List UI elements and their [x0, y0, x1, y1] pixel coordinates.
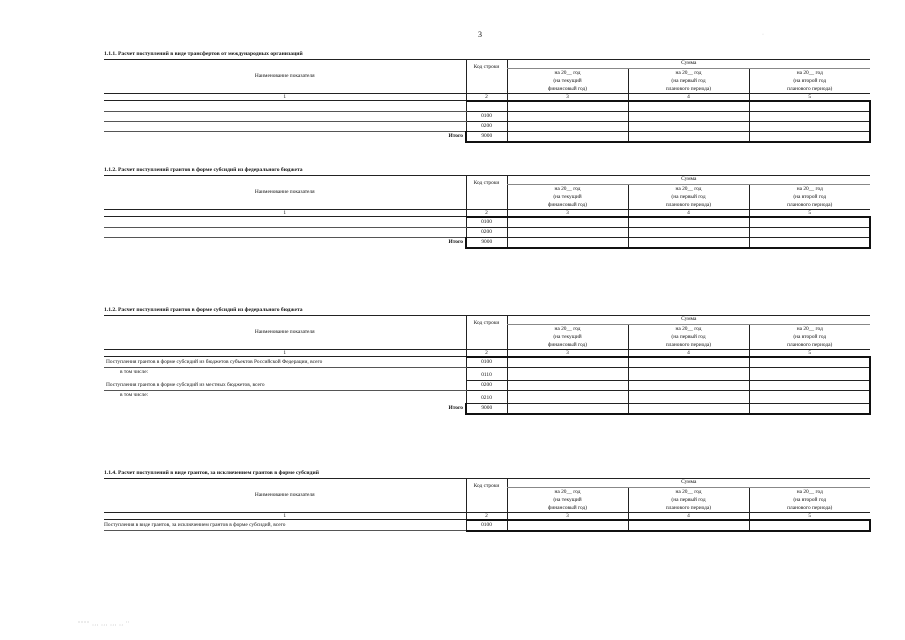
- sum-cell[interactable]: [628, 227, 749, 237]
- sum-cell[interactable]: [628, 390, 749, 403]
- table-row: Поступления в виде грантов, за исключением грантов в форме субсидий, всего 0100: [104, 520, 870, 531]
- header-col-current: на 20__ год (на текущий финансовый год): [507, 184, 628, 209]
- section-federal-grants: [104, 165, 870, 249]
- header-code: Код строки: [466, 60, 507, 94]
- header-sum: Сумма: [507, 60, 870, 69]
- section-regional-grants: [104, 305, 870, 415]
- sum-cell[interactable]: [749, 380, 870, 390]
- header-col-second-plan: на 20__ год (на второй год планового периода): [749, 68, 870, 93]
- sum-cell[interactable]: [749, 520, 870, 531]
- total-cell[interactable]: [507, 237, 628, 248]
- sum-cell[interactable]: [507, 121, 628, 131]
- header-col-second-plan: на 20__ год (на второй год планового периода): [749, 487, 870, 512]
- section-title: 1.1.2. Расчет поступлений грантов в форме субсидий из федерального бюджета: [104, 307, 303, 313]
- column-numbers-row: 1 2 3 4 5: [104, 349, 870, 357]
- sum-cell[interactable]: [628, 101, 749, 112]
- header-col-second-plan: на 20__ год (на второй год планового периода): [749, 184, 870, 209]
- total-row: [104, 131, 870, 142]
- total-cell[interactable]: [628, 237, 749, 248]
- total-code: 9000: [466, 403, 507, 414]
- total-cell[interactable]: [749, 131, 870, 142]
- sum-cell[interactable]: [628, 217, 749, 228]
- table-row: [104, 101, 870, 112]
- sum-cell[interactable]: [628, 357, 749, 368]
- header-code: Код строки: [466, 316, 507, 350]
- header-name: Наименование показателя: [104, 479, 466, 513]
- table-row: в том числе: 0110: [104, 367, 870, 380]
- section-other-grants: [104, 468, 870, 532]
- header-col-first-plan: на 20__ год (на первый год планового периода): [628, 68, 749, 93]
- table-row: в том числе: 0210: [104, 390, 870, 403]
- total-code: 9000: [466, 237, 507, 248]
- header-col-current: на 20__ год (на текущий финансовый год): [507, 487, 628, 512]
- sum-cell[interactable]: [749, 390, 870, 403]
- column-numbers-row: 1 2 3 4 5: [104, 512, 870, 520]
- header-code: Код строки: [466, 479, 507, 513]
- total-cell[interactable]: [749, 237, 870, 248]
- header-name: Наименование показателя: [104, 316, 466, 350]
- header-name: Наименование показателя: [104, 176, 466, 210]
- footer-marks: """" ,,, ,,, ,,, ,, '': [78, 622, 130, 627]
- total-cell[interactable]: [628, 131, 749, 142]
- sum-cell[interactable]: [507, 217, 628, 228]
- sum-cell[interactable]: [749, 367, 870, 380]
- sum-cell[interactable]: [749, 227, 870, 237]
- total-label: Итого: [448, 239, 463, 246]
- header-col-second-plan: на 20__ год (на второй год планового периода): [749, 324, 870, 349]
- total-cell[interactable]: [628, 403, 749, 414]
- section-title: 1.1.4. Расчет поступлений в виде грантов, за исключением грантов в форме субсидий: [104, 470, 319, 476]
- total-cell[interactable]: [749, 403, 870, 414]
- table-row: 0200: [104, 121, 870, 131]
- header-sum: Сумма: [507, 316, 870, 325]
- header-col-first-plan: на 20__ год (на первый год планового периода): [628, 184, 749, 209]
- total-cell[interactable]: [507, 403, 628, 414]
- table-row: 0200: [104, 227, 870, 237]
- corner-mark: ·: [762, 32, 764, 38]
- total-code: 9000: [466, 131, 507, 142]
- sum-cell[interactable]: [628, 380, 749, 390]
- other-grants-table: [104, 478, 871, 532]
- sum-cell[interactable]: [749, 357, 870, 368]
- section-title: 1.1.2. Расчет поступлений грантов в форме субсидий из федерального бюджета: [104, 167, 303, 173]
- header-col-first-plan: на 20__ год (на первый год планового периода): [628, 487, 749, 512]
- sum-cell[interactable]: [628, 367, 749, 380]
- sum-cell[interactable]: [749, 217, 870, 228]
- column-numbers-row: 1 2 3 4 5: [104, 93, 870, 101]
- sum-cell[interactable]: [507, 227, 628, 237]
- federal-grants-table: [104, 175, 871, 249]
- sum-cell[interactable]: [507, 390, 628, 403]
- column-numbers-row: 1 2 3 4 5: [104, 209, 870, 217]
- sum-cell[interactable]: [507, 380, 628, 390]
- section-transfers: [104, 49, 870, 143]
- header-sum: Сумма: [507, 479, 870, 488]
- sum-cell[interactable]: [507, 367, 628, 380]
- sum-cell[interactable]: [749, 101, 870, 112]
- sum-cell[interactable]: [507, 111, 628, 121]
- sum-cell[interactable]: [749, 111, 870, 121]
- total-row: [104, 403, 870, 414]
- page-number: 3: [478, 30, 482, 39]
- header-name: Наименование показателя: [104, 60, 466, 94]
- header-code: Код строки: [466, 176, 507, 210]
- table-row: 0100: [104, 217, 870, 228]
- header-sum: Сумма: [507, 176, 870, 185]
- header-col-current: на 20__ год (на текущий финансовый год): [507, 68, 628, 93]
- sum-cell[interactable]: [628, 121, 749, 131]
- table-row: 0100: [104, 111, 870, 121]
- sum-cell[interactable]: [749, 121, 870, 131]
- regional-grants-table: [104, 315, 871, 415]
- table-row: Поступления грантов в форме субсидий из бюджетов субъектов Российской Федерации, всего 0100: [104, 357, 870, 368]
- transfers-table: [104, 59, 871, 143]
- section-title: 1.1.1. Расчет поступлений в виде трансфертов от международных организаций: [104, 51, 303, 57]
- total-label: Итого: [448, 133, 463, 140]
- sum-cell[interactable]: [507, 520, 628, 531]
- total-cell[interactable]: [507, 131, 628, 142]
- sum-cell[interactable]: [507, 101, 628, 112]
- sum-cell[interactable]: [628, 520, 749, 531]
- header-col-first-plan: на 20__ год (на первый год планового периода): [628, 324, 749, 349]
- total-label: Итого: [448, 404, 463, 411]
- total-row: [104, 237, 870, 248]
- table-row: Поступления грантов в форме субсидий из местных бюджетов, всего 0200: [104, 380, 870, 390]
- sum-cell[interactable]: [507, 357, 628, 368]
- header-col-current: на 20__ год (на текущий финансовый год): [507, 324, 628, 349]
- sum-cell[interactable]: [628, 111, 749, 121]
